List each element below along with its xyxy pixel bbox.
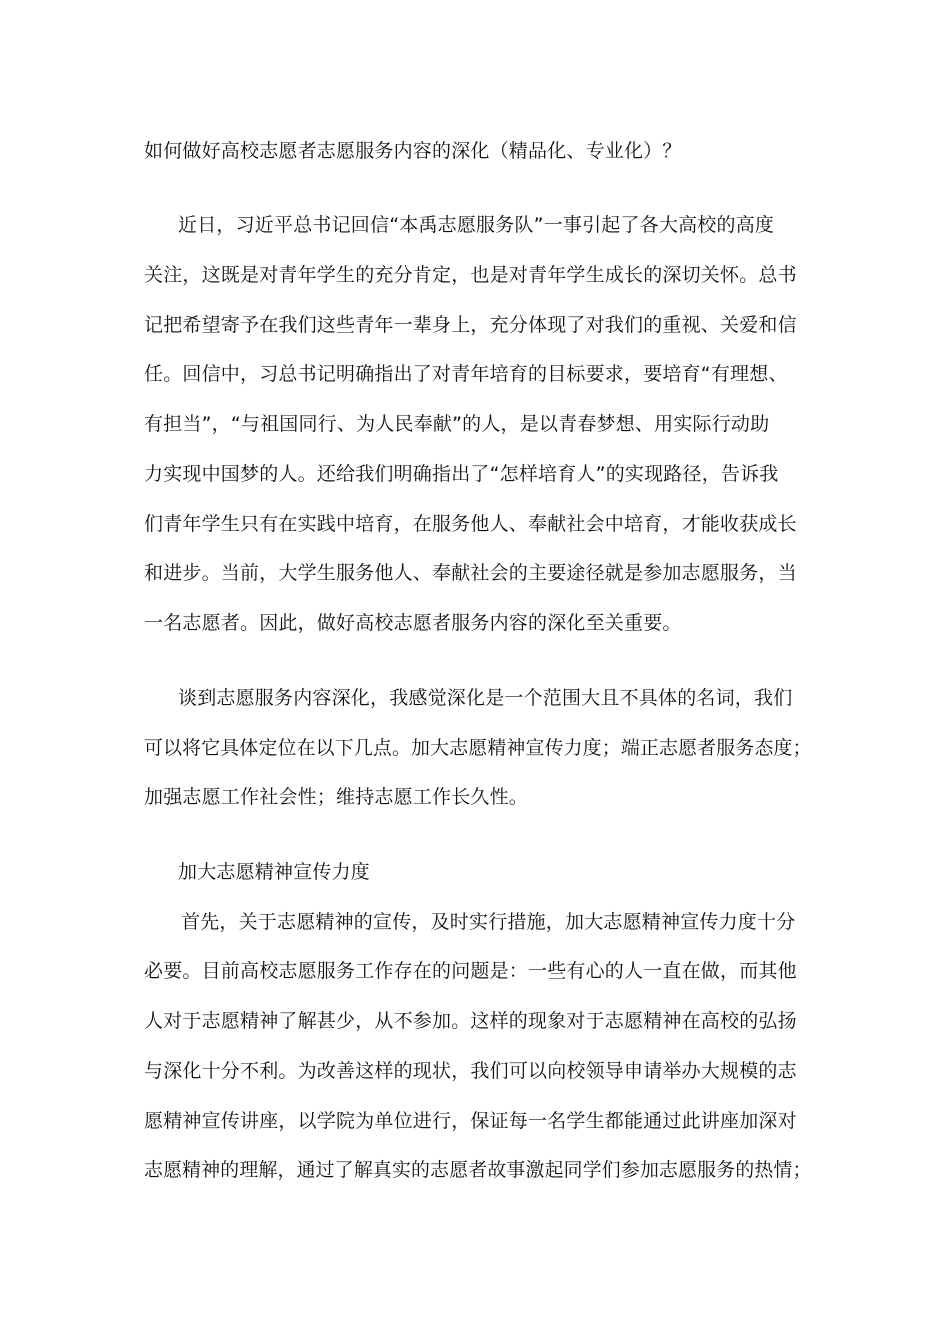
paragraph-line: 首先，关于志愿精神的宣传，及时实行措施，加大志愿精神宣传力度十分 <box>181 911 796 933</box>
paragraph-line: 可以将它具体定位在以下几点。加大志愿精神宣传力度；端正志愿者服务态度； <box>144 737 812 759</box>
paragraph-line: 必要。目前高校志愿服务工作存在的问题是：一些有心的人一直在做，而其他 <box>144 960 797 982</box>
paragraph-line: 记把希望寄予在我们这些青年一辈身上，充分体现了对我们的重视、关爱和信 <box>144 314 797 336</box>
paragraph-line: 关注，这既是对青年学生的充分肯定，也是对青年学生成长的深切关怀。总书 <box>144 264 797 286</box>
paragraph-line: 愿精神宣传讲座，以学院为单位进行，保证每一名学生都能通过此讲座加深对 <box>144 1110 797 1132</box>
paragraph-line: 有担当”，“与祖国同行、为人民奉献”的人，是以青春梦想、用实际行动助 <box>144 413 770 435</box>
paragraph-line: 谈到志愿服务内容深化，我感觉深化是一个范围大且不具体的名词，我们 <box>178 687 793 709</box>
paragraph-line: 们青年学生只有在实践中培育，在服务他人、奉献社会中培育，才能收获成长 <box>144 513 797 535</box>
paragraph-line: 力实现中国梦的人。还给我们明确指出了“怎样培育人”的实现路径，告诉我 <box>144 463 779 485</box>
paragraph-line: 人对于志愿精神了解甚少，从不参加。这样的现象对于志愿精神在高校的弘扬 <box>144 1010 797 1032</box>
paragraph-line: 一名志愿者。因此，做好高校志愿者服务内容的深化至关重要。 <box>144 612 682 634</box>
paragraph-line: 任。回信中，习总书记明确指出了对青年培育的目标要求，要培育“有理想、 <box>144 363 788 385</box>
paragraph-line: 与深化十分不利。为改善这样的现状，我们可以向校领导申请举办大规模的志 <box>144 1060 797 1082</box>
paragraph-line: 志愿精神的理解，通过了解真实的志愿者故事激起同学们参加志愿服务的热情； <box>144 1159 812 1181</box>
document-title: 如何做好高校志愿者志愿服务内容的深化（精品化、专业化）？ <box>144 140 682 162</box>
paragraph-line: 加强志愿工作社会性；维持志愿工作长久性。 <box>144 786 529 808</box>
section-heading: 加大志愿精神宣传力度 <box>178 861 371 883</box>
paragraph-line: 近日，习近平总书记回信“本禹志愿服务队”一事引起了各大高校的高度 <box>178 214 775 236</box>
paragraph-line: 和进步。当前，大学生服务他人、奉献社会的主要途径就是参加志愿服务，当 <box>144 562 797 584</box>
